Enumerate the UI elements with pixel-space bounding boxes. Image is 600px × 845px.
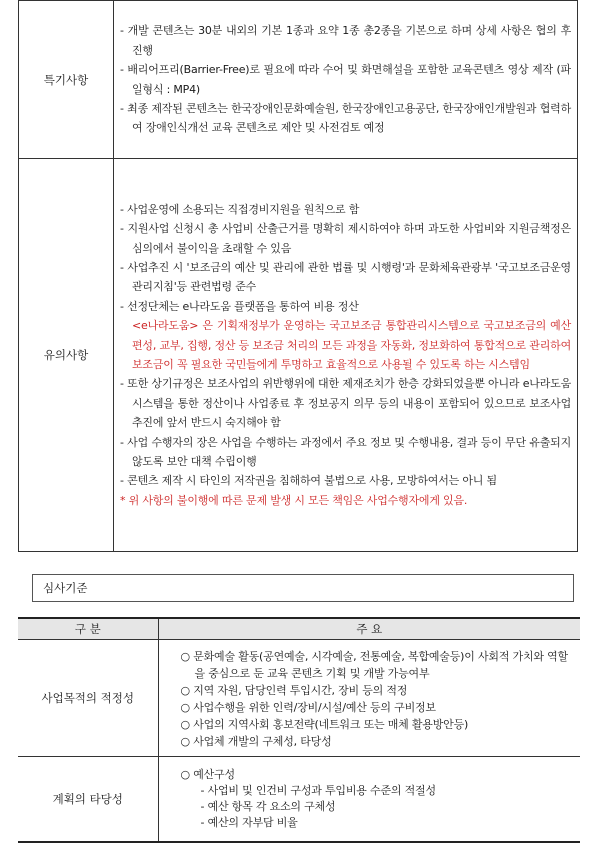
special-body: [114, 1, 578, 159]
header-main: 주 요: [158, 618, 580, 640]
criteria-line: ○ 문화예술 활동(공연예술, 시각예술, 전통예술, 복합예술등)이 사회적 가치와 역할을 중심으로 둔 교육 콘텐츠 기획 및 개발 가능여부: [180, 650, 568, 680]
special-row: [19, 1, 578, 159]
criteria-subline: - 예산의 자부담 비율: [200, 815, 298, 829]
criteria-row-body: [158, 757, 580, 843]
criteria-line: ○ 사업수행을 위한 인력/장비/시설/예산 등의 구비정보: [180, 701, 436, 714]
criteria-table: [18, 617, 580, 843]
special-item: - 개발 콘텐츠는 30분 내외의 기본 1종과 요약 1종 총2종을 기본으로 하며 상세 사항은 협의 후 진행: [120, 24, 571, 57]
special-item: - 배리어프리(Barrier-Free)로 필요에 따라 수어 및 화면해설을 포함한 교육콘텐츠 영상 제작 (파일형식 : MP4): [120, 63, 571, 96]
criteria-row: [18, 640, 580, 757]
caution-item: - 사업 수행자의 장은 사업을 수행하는 과정에서 주요 정보 및 수행내용, 결과 등이 무단 유출되지 않도록 보안 대책 수립이행: [120, 435, 571, 469]
criteria-row-body: [158, 640, 580, 757]
criteria-row-label: 사업목적의 적정성: [18, 640, 158, 757]
caution-item: - 선정단체는 e나라도움 플랫폼을 통하여 비용 정산: [120, 299, 359, 313]
criteria-row-label: 계획의 타당성: [18, 757, 158, 843]
caution-item: - 콘텐츠 제작 시 타인의 저작권을 침해하여 불법으로 사용, 모방하여서는 아니 됨: [120, 474, 497, 488]
criteria-header-row: [18, 618, 580, 640]
caution-item: - 지원사업 신청시 총 사업비 산출근거를 명확히 제시하여야 하며 과도한 사업비와 지원금책정은 심의에서 불이익을 초래할 수 있음: [120, 222, 571, 255]
criteria-line: ○ 예산구성: [180, 767, 235, 781]
section-header: [32, 574, 574, 602]
enara-note: <e나라도움> 은 기획재정부가 운영하는 국고보조금 통합관리시스템으로 국고보조금의 예산 편성, 교부, 집행, 정산 등 보조금 처리의 모든 과정을 자동화, 정보화하여 통합적으로 관리하여 보조금이 꼭 필요한 국민들에게 투명하고 효율적으로 사용될 수 있도록 하는 시스템임: [132, 319, 571, 371]
caution-body: [114, 159, 578, 552]
notes-section: [18, 0, 578, 552]
caution-row: [19, 159, 578, 552]
criteria-line: ○ 지역 자원, 담당인력 투입시간, 장비 등의 적정: [180, 684, 408, 697]
criteria-line: ○ 사업체 개발의 구체성, 타당성: [180, 735, 332, 748]
responsibility-note: * 위 사항의 불이행에 따른 문제 발생 시 모든 책임은 사업수행자에게 있음.: [120, 493, 468, 507]
section-title: 심사기준: [43, 581, 88, 595]
caution-item: - 사업운영에 소용되는 직접경비지원을 원칙으로 함: [120, 202, 360, 216]
criteria-line: ○ 사업의 지역사회 홍보전략(네트워크 또는 매체 활용방안등): [180, 718, 469, 731]
caution-label: 유의사항: [19, 159, 114, 552]
criteria-row: [18, 757, 580, 843]
criteria-subline: - 예산 항목 각 요소의 구체성: [200, 799, 336, 813]
notes-table: [18, 0, 578, 552]
criteria-subline: - 사업비 및 인건비 구성과 투입비용 수준의 적절성: [200, 783, 436, 797]
caution-item: - 또한 상기규정은 보조사업의 위반행위에 대한 제재조치가 한층 강화되었을뿐 아니라 e나라도움시스템을 통한 정산이나 사업종료 후 정보공지 의무 등의 내용이 포함되어 있으므로 보조사업 추진에 앞서 반드시 숙지해야 함: [120, 377, 571, 430]
caution-item: - 사업추진 시 '보조금의 예산 및 관리에 관한 법률 및 시행령'과 문화체육관광부 '국고보조금운영관리지침'등 관련법령 준수: [120, 260, 571, 294]
header-category: 구 분: [18, 618, 158, 640]
special-item: - 최종 제작된 콘텐츠는 한국장애인문화예술원, 한국장애인고용공단, 한국장애인개발원과 협력하여 장애인식개선 교육 콘텐츠로 제안 및 사전검토 예정: [120, 101, 571, 135]
special-label: 특기사항: [19, 1, 114, 159]
